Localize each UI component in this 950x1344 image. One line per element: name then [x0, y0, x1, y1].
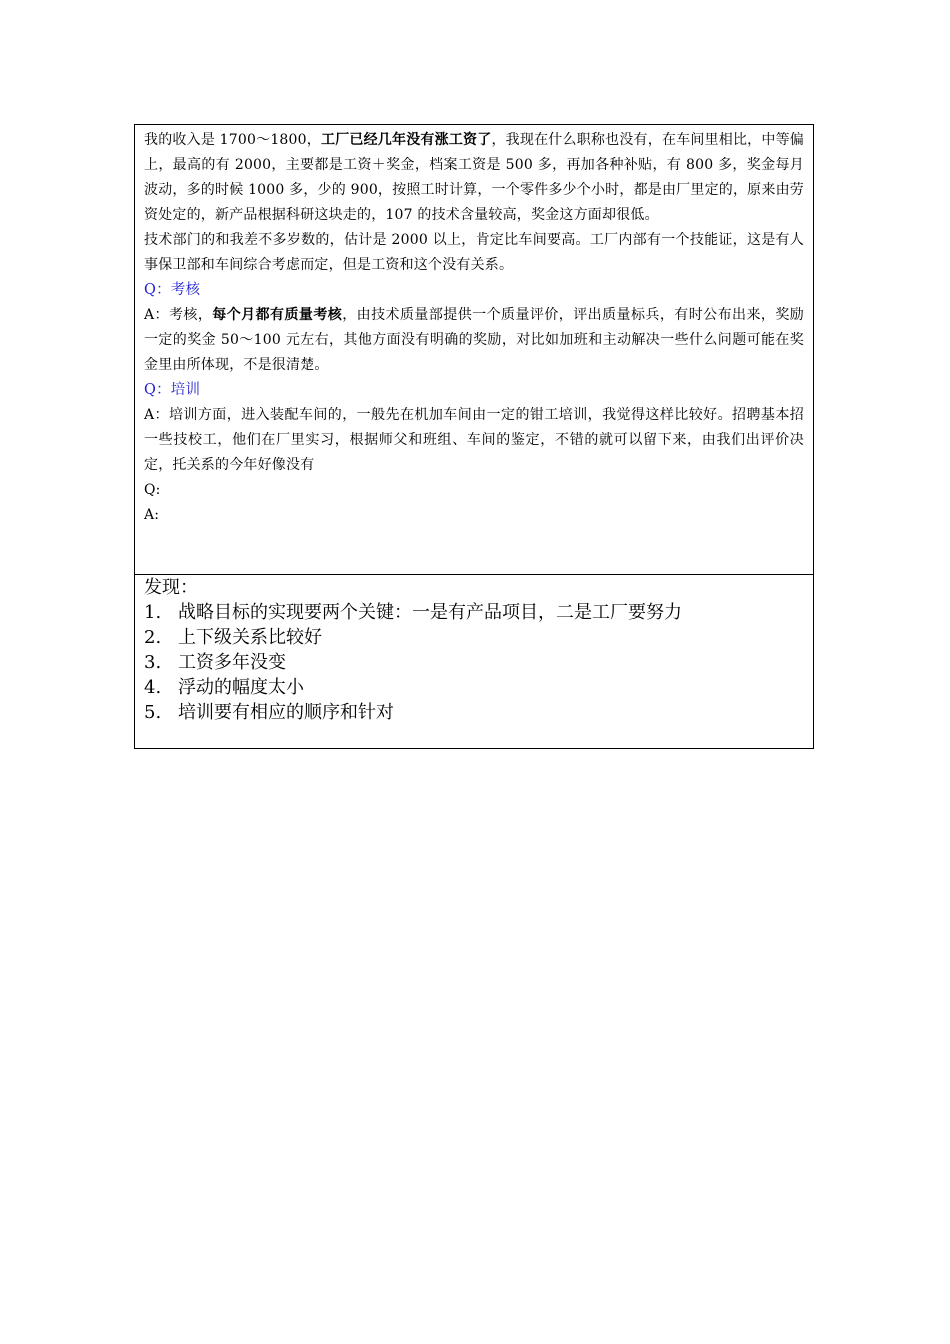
list-item-text: 上下级关系比较好	[178, 627, 322, 648]
list-item-number: 2.	[144, 627, 162, 648]
list-item-number: 5.	[144, 702, 162, 723]
question-training: Q：培训	[144, 382, 201, 398]
answer-assessment-bold: 每个月都有质量考核	[212, 307, 343, 323]
answer-assessment-rest: ，由技术质量部提供一个质量评价，评出质量标兵，有时公布出来，奖励一定的奖金 50～100 元左右，其他方面没有明确的奖励，对比如加班和主动解决一些什么问题可能在奖金里由所体现，不是很清楚。	[144, 307, 804, 373]
list-item	[144, 675, 804, 700]
list-item-text: 培训要有相应的顺序和针对	[178, 702, 394, 723]
list-item-number: 3.	[144, 652, 162, 673]
list-item-text: 浮动的幅度太小	[178, 677, 304, 698]
list-item-number: 4.	[144, 677, 162, 698]
interview-cell	[135, 125, 813, 575]
list-item-number: 1.	[144, 602, 162, 623]
income-bold-phrase: 工厂已经几年没有涨工资了	[320, 132, 492, 148]
findings-title: 发现：	[144, 577, 198, 598]
answer-assessment-start: A：考核，	[144, 307, 213, 323]
list-item-text: 工资多年没变	[178, 652, 286, 673]
question-assessment: Q：考核	[144, 282, 201, 298]
income-text-rest: ，我现在什么职称也没有，在车间里相比，中等偏上，最高的有 2000，主要都是工资＋奖金，档案工资是 500 多，再加各种补贴，有 800 多，奖金每月波动，多的时候 1000 多，少的 900，按照工时计算，一个零件多少个小时，都是由厂里定的，原来由劳资处定的，新产品根据科研这块走的，107 的技术含量较高，奖金这方面却很低。	[144, 132, 804, 223]
interview-paragraph-tech-dept: 技术部门的和我差不多岁数的，估计是 2000 以上，肯定比车间要高。工厂内部有一个技能证，这是有人事保卫部和车间综合考虑而定，但是工资和这个没有关系。	[144, 232, 804, 273]
interview-paragraph-income	[144, 128, 804, 228]
question-empty: Q:	[144, 482, 161, 498]
answer-empty: A:	[144, 507, 160, 523]
list-item-text: 战略目标的实现要两个关键：一是有产品项目，二是工厂要努力	[178, 602, 682, 623]
answer-training: A：培训方面，进入装配车间的，一般先在机加车间由一定的钳工培训，我觉得这样比较好。招聘基本招一些技校工，他们在厂里实习，根据师父和班组、车间的鉴定，不错的就可以留下来，由我们出评价决定，托关系的今年好像没有	[144, 407, 804, 473]
findings-cell	[135, 575, 813, 748]
answer-assessment	[144, 303, 804, 378]
list-item	[144, 600, 804, 625]
income-text-start: 我的收入是 1700～1800，	[144, 132, 321, 148]
list-item	[144, 700, 804, 725]
findings-list	[144, 600, 804, 725]
list-item	[144, 625, 804, 650]
list-item	[144, 650, 804, 675]
interview-table	[134, 124, 814, 749]
